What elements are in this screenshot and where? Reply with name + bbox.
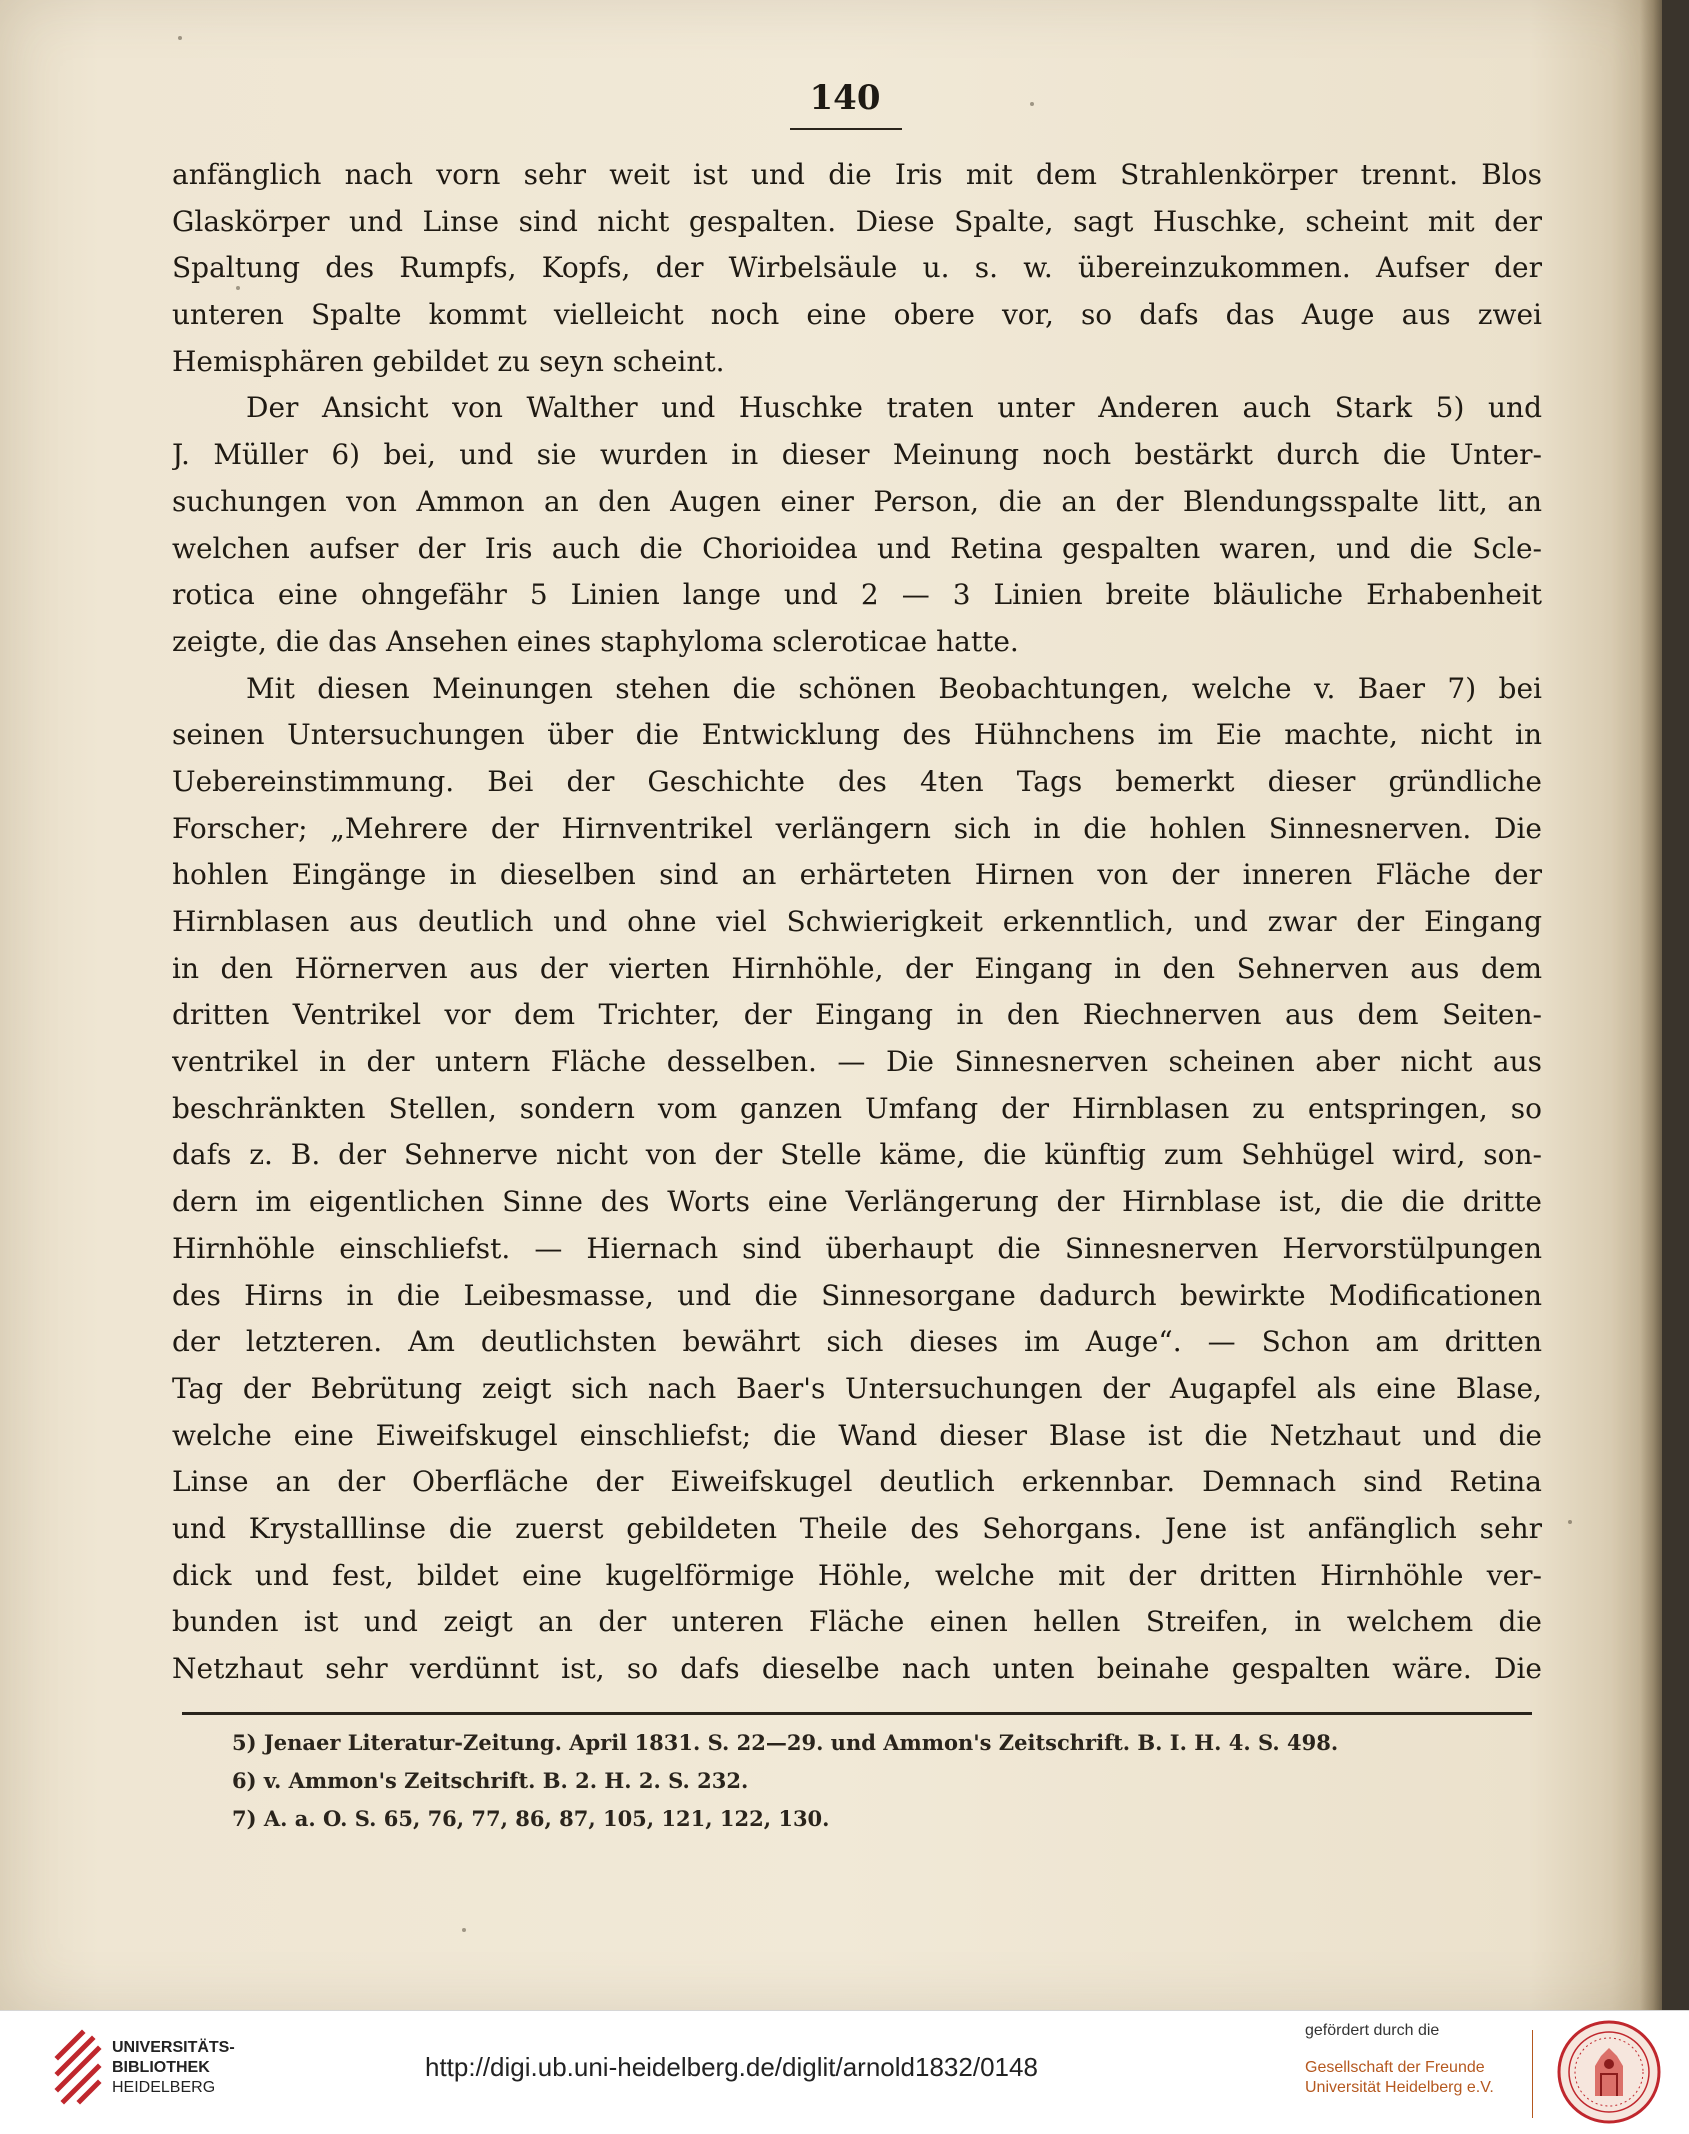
text-line: Forscher; „Mehrere der Hirnventrikel verlängern sich in die hohlen Sinnesnerven. Die	[172, 811, 1542, 845]
page-number: 140	[809, 78, 881, 118]
sponsor-divider	[1532, 2030, 1533, 2118]
text-line: Spaltung des Rumpfs, Kopfs, der Wirbelsäule u. s. w. übereinzukommen. Aufser der	[172, 251, 1542, 285]
text-line: anfänglich nach vorn sehr weit ist und die Iris mit dem Strahlenkörper trennt. Blos	[172, 158, 1542, 191]
text-line: seinen Untersuchungen über die Entwicklung des Hühnchens im Eie machte, nicht in	[172, 718, 1542, 752]
sponsor-name	[1305, 2058, 1494, 2098]
text-line: dafs z. B. der Sehnerve nicht von der Stelle käme, die künftig zum Sehhügel wird, son-	[172, 1138, 1542, 1172]
text-line: Glaskörper und Linse sind nicht gespalten. Diese Spalte, sagt Huschke, scheint mit der	[172, 204, 1542, 238]
paper-speck	[1030, 102, 1034, 106]
text-line: beschränkten Stellen, sondern vom ganzen Umfang der Hirnblasen zu entspringen, so	[172, 1091, 1542, 1125]
text-line: Tag der Bebrütung zeigt sich nach Baer's Untersuchungen der Augapfel als eine Blase,	[172, 1371, 1542, 1405]
society-seal-icon	[1555, 2018, 1663, 2126]
library-name-line3: HEIDELBERG	[112, 2079, 216, 2096]
footnote-rule	[182, 1712, 1532, 1715]
paper-speck	[462, 1928, 466, 1932]
page-number-rule	[790, 128, 902, 130]
footnotes	[232, 1724, 1472, 1838]
footnote-7: 7) A. a. O. S. 65, 76, 77, 86, 87, 105, 121, 122, 130.	[232, 1806, 830, 1831]
text-line: dritten Ventrikel vor dem Trichter, der Eingang in den Riechnerven aus dem Seiten-	[172, 998, 1542, 1032]
library-name-line2: BIBLIOTHEK	[112, 2059, 210, 2076]
footnote-6: 6) v. Ammon's Zeitschrift. B. 2. H. 2. S. 232.	[232, 1768, 749, 1793]
text-line: Hirnhöhle einschliefst. — Hiernach sind überhaupt die Sinnesnerven Hervorstülpungen	[172, 1231, 1542, 1265]
text-line: zeigte, die das Ansehen eines staphyloma scleroticae hatte.	[172, 624, 1019, 658]
page-gutter-shadow	[1640, 0, 1662, 2010]
text-line: Linse an der Oberfläche der Eiweifskugel deutlich erkennbar. Demnach sind Retina	[172, 1465, 1542, 1499]
sponsor-label: gefördert durch die	[1305, 2022, 1440, 2039]
text-line: unteren Spalte kommt vielleicht noch eine obere vor, so dafs das Auge aus zwei	[172, 298, 1542, 332]
text-line: bunden ist und zeigt an der unteren Fläche einen hellen Streifen, in welchem die	[172, 1605, 1542, 1639]
paper-speck	[178, 36, 182, 40]
text-line: Uebereinstimmung. Bei der Geschichte des 4ten Tags bemerkt dieser gründliche	[172, 764, 1542, 798]
library-name	[112, 2038, 235, 2098]
text-line: in den Hörnerven aus der vierten Hirnhöhle, der Eingang in den Sehnerven aus dem	[172, 951, 1542, 985]
document-url-link[interactable]: http://digi.ub.uni-heidelberg.de/diglit/arnold1832/0148	[425, 2052, 1038, 2082]
text-line: dern im eigentlichen Sinne des Worts eine Verlängerung der Hirnblase ist, die die dritte	[172, 1185, 1542, 1219]
text-line: ventrikel in der untern Fläche desselben. — Die Sinnesnerven scheinen aber nicht aus	[172, 1045, 1542, 1079]
text-line: Mit diesen Meinungen stehen die schönen Beobachtungen, welche v. Baer 7) bei	[246, 671, 1542, 705]
text-line: suchungen von Ammon an den Augen einer Person, die an der Blendungsspalte litt, an	[172, 484, 1542, 518]
text-line: Netzhaut sehr verdünnt ist, so dafs dieselbe nach unten beinahe gespalten wäre. Die	[172, 1652, 1542, 1685]
body-text	[172, 152, 1542, 1693]
text-line: J. Müller 6) bei, und sie wurden in dieser Meinung noch bestärkt durch die Unter-	[172, 438, 1542, 472]
text-line: der letzteren. Am deutlichsten bewährt sich dieses im Auge“. — Schon am dritten	[172, 1325, 1542, 1359]
text-line: welchen aufser der Iris auch die Chorioidea und Retina gespalten waren, und die Scle-	[172, 531, 1542, 565]
sponsor-name-line2: Universität Heidelberg e.V.	[1305, 2079, 1494, 2096]
text-line: rotica eine ohngefähr 5 Linien lange und 2 — 3 Linien breite bläuliche Erhabenheit	[172, 578, 1542, 612]
text-line: Hirnblasen aus deutlich und ohne viel Schwierigkeit erkenntlich, und zwar der Eingang	[172, 905, 1542, 938]
footnote-5: 5) Jenaer Literatur-Zeitung. April 1831. S. 22—29. und Ammon's Zeitschrift. B. I. H. 4. S. 498.	[232, 1730, 1339, 1755]
university-library-logo-icon	[52, 2027, 104, 2107]
text-line: und Krystalllinse die zuerst gebildeten Theile des Sehorgans. Jene ist anfänglich sehr	[172, 1511, 1542, 1545]
text-line: des Hirns in die Leibesmasse, und die Sinnesorgane dadurch bewirkte Modificationen	[172, 1278, 1542, 1312]
text-line: dick und fest, bildet eine kugelförmige Höhle, welche mit der dritten Hirnhöhle ver-	[172, 1558, 1542, 1592]
text-line: hohlen Eingänge in dieselben sind an erhärteten Hirnen von der inneren Fläche der	[172, 858, 1542, 892]
paper-speck	[1568, 1520, 1572, 1524]
text-line: Der Ansicht von Walther und Huschke traten unter Anderen auch Stark 5) und	[246, 391, 1542, 425]
text-line: Hemisphären gebildet zu seyn scheint.	[172, 344, 725, 378]
library-name-line1: UNIVERSITÄTS-	[112, 2039, 235, 2056]
sponsor-name-line1: Gesellschaft der Freunde	[1305, 2059, 1485, 2076]
text-line: welche eine Eiweifskugel einschliefst; die Wand dieser Blase ist die Netzhaut und die	[172, 1418, 1542, 1452]
